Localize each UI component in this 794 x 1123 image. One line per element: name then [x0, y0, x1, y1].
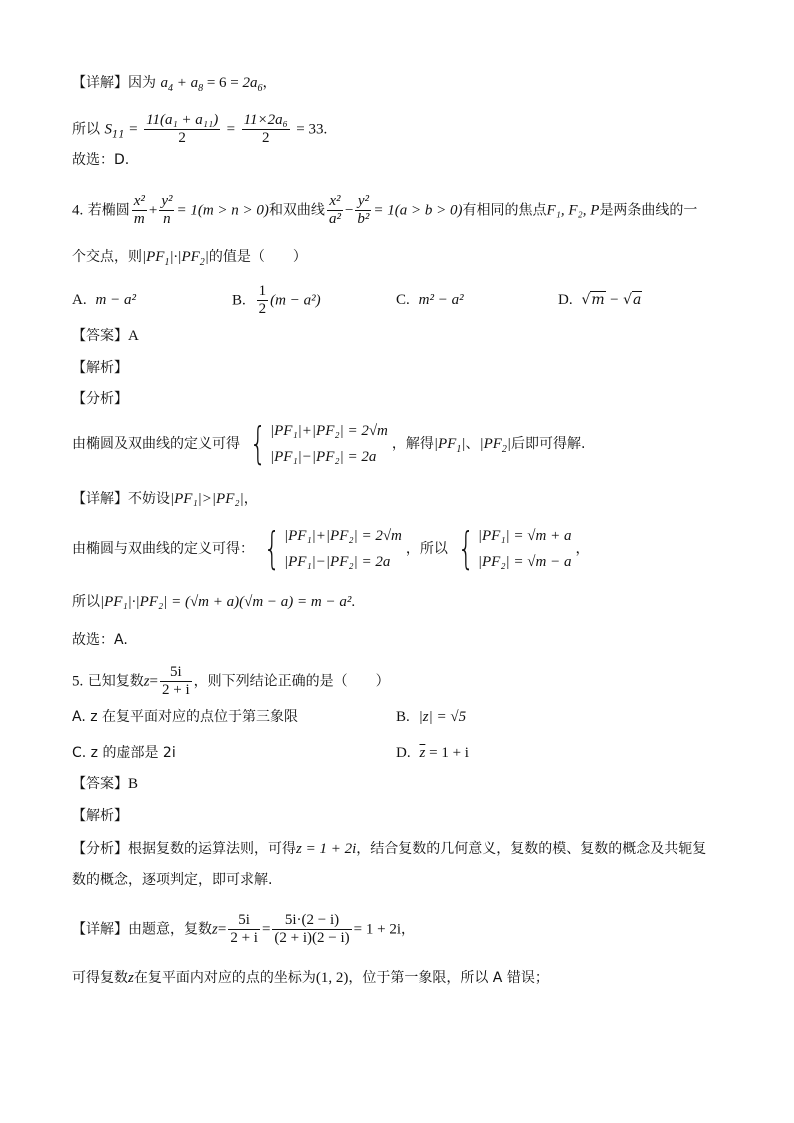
- equation-system-1: { |PF₁|+|PF₂| = 2√m |PF₁|−|PF₂| = 2a: [249, 418, 388, 469]
- option-b: B. $\frac{1}{2}$ (m − a²): [232, 283, 321, 317]
- ellipse-y-term: $\frac{\text{y²}}{n}$: [161, 193, 173, 227]
- select-answer-1: 故选：D.: [72, 152, 130, 168]
- fraction-5i: $\frac{5i}{2 + i}$: [162, 664, 190, 698]
- detail-line-2: 所以 $S_{11}$ = $\frac{\text{11(a₁ + a₁₁)}}{2}$ = $\frac{\text{11×2a₆}}{2}$ = 33.: [72, 112, 328, 146]
- hyperbola-x-term: $\frac{\text{x²}}{\text{a²}}$: [328, 193, 341, 227]
- fraction-product: $\frac{\text{11×2a₆}}{2}$: [243, 112, 288, 146]
- equation-system-3: { |PF₁| = √m + a |PF₂| = √m − a: [457, 523, 572, 574]
- analysis-5: 【解析】: [72, 808, 128, 824]
- option-c: C. m² − a²: [396, 292, 464, 308]
- detail-4-line-3: 所以|PF₁|·|PF₂| = (√m + a)(√m − a) = m − a².: [72, 594, 356, 610]
- ellipse-x-term: $\frac{\text{x²}}{m}$: [133, 193, 145, 227]
- option-b-5: B. |z| = √5: [396, 709, 467, 725]
- fenxi-4-body: 由椭圆及双曲线的定义可得 { |PF₁|+|PF₂| = 2√m |PF₁|−|PF₂| = 2a ，解得$|PF_1|$、$|PF_2|$后即可得解.: [72, 418, 586, 469]
- detail-line-1: 【详解】因为 $a_4 + a_8 = 6 = 2a_6$，: [72, 75, 277, 94]
- option-c-5: C. z 的虚部是 2i: [72, 745, 176, 761]
- question-4-stem: 4. 若椭圆 $\frac{\text{x²}}{m}$ + $\frac{\text{y²}}{n}$ = 1(m > n > 0)和双曲线 $\frac{\text{x²}}{\text{a²}}$ − $\frac{\text{y²}}{\text{b²}}$ = 1(a > b > 0)有相同的焦点F₁, F₂, P是两条曲线的一: [72, 193, 698, 227]
- fenxi-4: 【分析】: [72, 391, 128, 407]
- detail-4-line-1: 【详解】不妨设|PF₁|>|PF₂|，: [72, 491, 258, 507]
- analysis-4: 【解析】: [72, 360, 128, 376]
- fenxi-5-cont: 数的概念，逐项判定，即可求解.: [72, 872, 273, 888]
- fenxi-5: 【分析】根据复数的运算法则，可得z = 1 + 2i，结合复数的几何意义，复数的模、复数的概念及共轭复: [72, 841, 707, 857]
- fraction-sum: $\frac{\text{11(a₁ + a₁₁)}}{2}$: [146, 112, 219, 146]
- hyperbola-y-term: $\frac{\text{y²}}{\text{b²}}$: [357, 193, 370, 227]
- detail-5-last: 可得复数z在复平面内对应的点的坐标为(1, 2)，位于第一象限，所以 A 错误；: [72, 970, 549, 986]
- select-answer-4: 故选：A.: [72, 632, 128, 648]
- question-5-stem: 5. 已知复数z= $\frac{5i}{2 + i}$ ，则下列结论正确的是（ ）: [72, 664, 390, 698]
- option-d-5: D. $\overline{z} = 1 + i$: [396, 745, 469, 761]
- question-4-stem-2: 个交点，则$|PF_1|\cdot|PF_2|$的值是（ ）: [72, 249, 307, 268]
- option-a-5: A. z 在复平面对应的点位于第三象限: [72, 709, 299, 725]
- detail-4-line-2: 由椭圆与双曲线的定义可得： { |PF₁|+|PF₂| = 2√m |PF₁|−|PF₂| = 2a ，所以 { |PF₁| = √m + a |PF₂| = √m − a ，: [72, 523, 590, 574]
- detail-5: 【详解】由题意，复数z= $\frac{5i}{2 + i}$ = $\frac{5i\cdot(2 - i)}{(2 + i)(2 - i)}$ = 1 + 2i，: [72, 912, 415, 946]
- answer-4: 【答案】A: [72, 328, 139, 344]
- equation: $a_4 + a_8 = 6 = 2a_6$: [160, 75, 263, 94]
- option-a: A. m − a²: [72, 292, 136, 308]
- fraction-expanded: $\frac{5i\cdot(2 - i)}{(2 + i)(2 - i)}$: [274, 912, 350, 946]
- option-d: D. √m − √a: [558, 292, 642, 308]
- equation-system-2: { |PF₁|+|PF₂| = 2√m |PF₁|−|PF₂| = 2a: [263, 523, 402, 574]
- answer-5: 【答案】B: [72, 776, 139, 792]
